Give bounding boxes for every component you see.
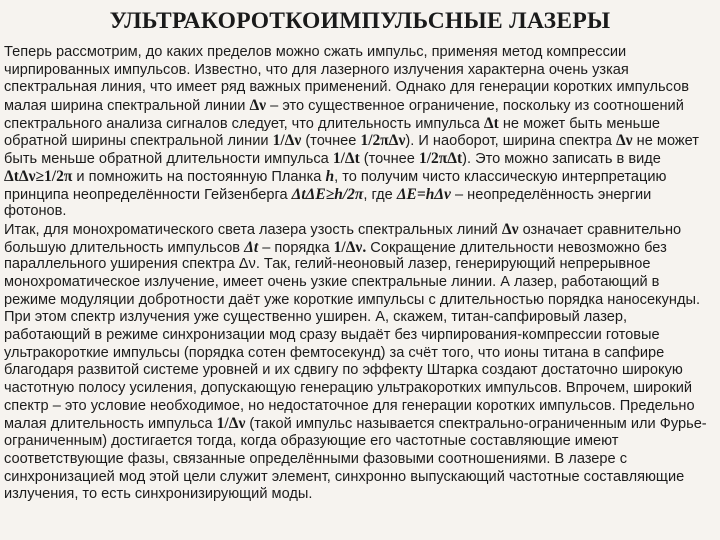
line-text: , где [363,186,397,203]
formula-text: Δt [244,238,259,256]
line-text: соответствующие фазы, связанные определёнными фазовыми соотношениями. В лазере с [4,450,627,467]
line-text: малая ширина спектральной линии [4,98,250,115]
formula-text: ΔtΔν≥1/2π [4,167,73,185]
line-text: частотную полосу усиления, допускающую генерацию ультракоротких импульсов. Впрочем, широкий [4,380,693,397]
text-line [4,415,716,433]
line-text: спектр – это условие необходимое, но недостаточное для генерации коротких импульсов. Предельно [4,397,695,414]
line-text: Теперь рассмотрим, до каких пределов можно сжать импульс, применяя метод компрессии [4,44,627,60]
formula-text: 1/2πΔt [418,150,463,168]
line-text: При этом спектр излучения уже существенно уширен. А, скажем, титан-сапфировый лазер, [4,309,628,326]
line-text: обратной ширины спектральной линии [4,133,273,150]
formula-text: Δν [249,97,267,115]
line-text: фотонов. [4,203,67,220]
formula-text: h [325,167,335,185]
formula-text: Δν [501,220,519,238]
line-text: малая длительность импульса [4,416,217,433]
line-text: режиме модуляции добротности даёт уже короткие импульсы с длительностью порядка наносекунды. [4,291,701,308]
line-text: спектральная линия, что имеет ряд важных применений. Однако для генерации коротких импульсов [4,79,689,96]
line-text: параллельного уширения спектра Δν. Так, гелий-неоновый лазер, генерирующий непрерывное [4,256,651,273]
line-text: излучения, то есть синхронизирующий моды. [4,486,313,503]
line-text: чирпированных импульсов. Известно, что для лазерного излучения характерна очень узкая [4,61,629,78]
text-line [4,115,716,133]
text-line [4,97,716,115]
text-line [4,398,716,416]
text-line [4,168,716,186]
formula-text: 1/Δν. [333,238,367,256]
line-text: ). Это можно записать в виде [462,151,661,168]
formula-text: 1/2πΔν [360,132,406,150]
text-line [4,186,716,204]
text-line [4,239,716,257]
text-line [4,203,716,221]
text-line [4,62,716,80]
line-text: Итак, для монохроматического света лазера узость спектральных линий [4,221,502,238]
line-text: (точнее [359,151,419,168]
line-text: и помножить на постоянную Планка [72,168,326,185]
line-text: принципа неопределённости Гейзенберга [4,186,292,203]
line-text: не может быть меньше [498,115,661,132]
line-text: работающий в режиме синхронизации мод сразу выдаёт без чирпирования-компрессии готовые [4,327,660,343]
line-text: спектрального анализа сигналов следует, что длительность импульса [4,115,484,132]
line-text: большую длительность импульсов [4,239,245,256]
line-text: Сокращение длительности невозможно без [366,239,667,256]
formula-text: 1/Δν [272,132,302,150]
text-line [4,256,716,274]
text-line [4,327,716,345]
text-line [4,433,716,451]
text-line [4,486,716,504]
line-text: (точнее [301,133,361,150]
text-line [4,44,716,62]
line-text: ультракороткие импульсы (порядка сотен фемтосекунд) за счёт того, что ионы титана в сапфире [4,344,665,361]
text-line [4,79,716,97]
text-line [4,292,716,310]
formula-text: Δν [615,132,633,150]
text-line [4,345,716,363]
line-text: ). И наоборот, ширина спектра [405,133,616,150]
text-line [4,362,716,380]
text-line [4,309,716,327]
line-text: монохроматическое излучение, имеет очень узкие спектральные линии. А лазер, работающий в [4,273,660,290]
line-text: быть меньше обратной длительности импульса [4,151,333,168]
body-text [4,44,716,504]
line-text: означает сравнительно [518,221,682,238]
formula-text: ΔtΔE≥h/2π [291,185,364,203]
line-text: (такой импульс называется спектрально-ограниченным или Фурье- [245,416,707,433]
line-text: , то получим чисто классическую интерпретацию [334,168,667,185]
formula-text: Δt [483,114,499,132]
line-text: – неопределённость энергии [450,186,652,203]
formula-text: 1/Δν [216,415,246,433]
formula-text: 1/Δt [332,150,360,168]
text-line [4,150,716,168]
text-line [4,380,716,398]
line-text: синхронизацией мод этой цели служит элемент, синхронно выпускающий частотные составляющие [4,468,685,485]
line-text: – порядка [258,239,334,256]
line-text: не может [632,133,699,150]
text-line [4,221,716,239]
text-line [4,451,716,469]
text-line [4,132,716,150]
line-text: – это существенное ограничение, поскольку из соотношений [266,98,684,115]
slide-title: УЛЬТРАКОРОТКОИМПУЛЬСНЫЕ ЛАЗЕРЫ [109,8,611,34]
formula-text: ΔE=hΔν [396,185,451,203]
line-text: благодаря развитой системе уровней и их сдвигу по эффекту Штарка создают достаточно широкую [4,362,683,379]
text-line [4,274,716,292]
text-line [4,469,716,487]
line-text: ограниченным) достигается тогда, когда образующие его частотные составляющие имеют [4,433,619,450]
